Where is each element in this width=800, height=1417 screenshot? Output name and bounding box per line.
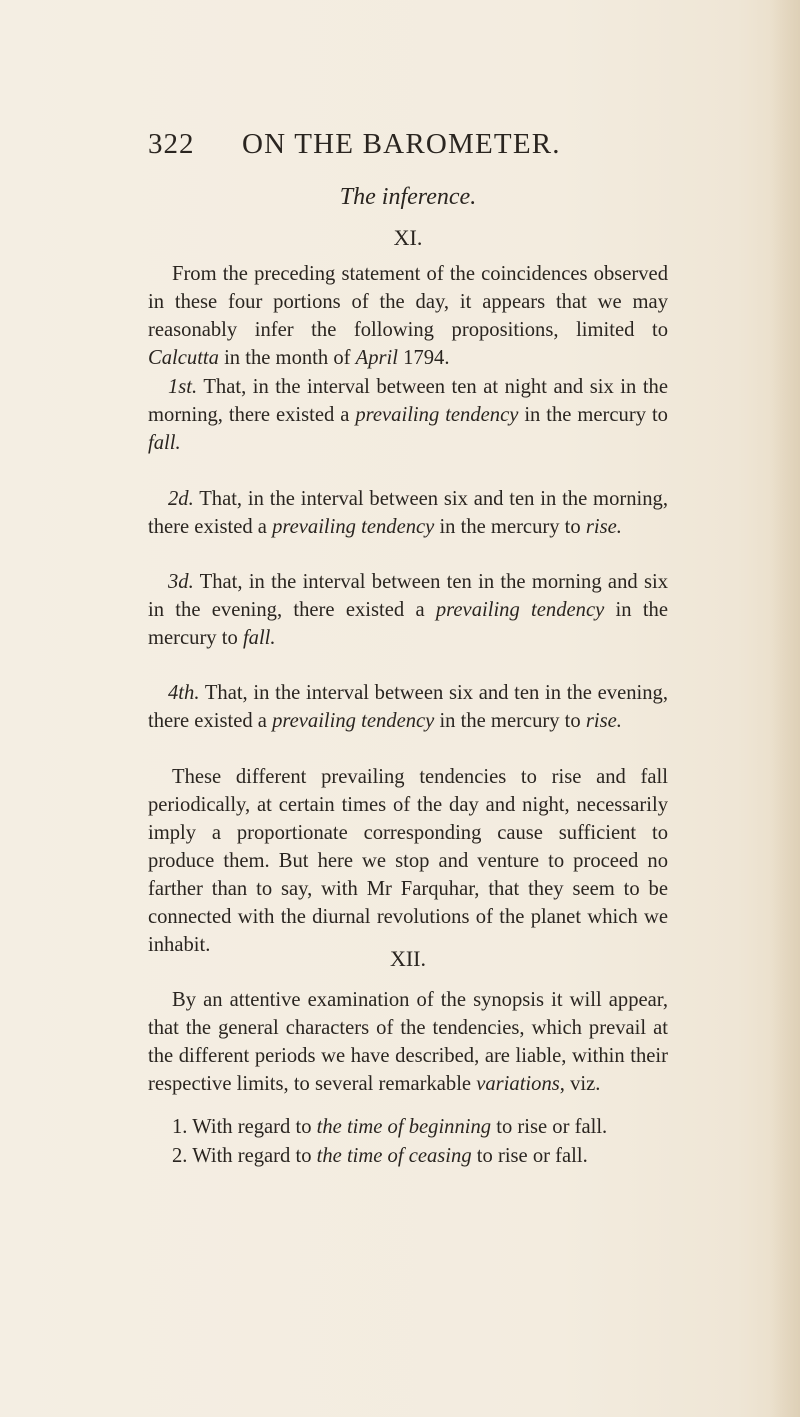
variation-item-1: 1. With regard to the time of beginning to rise or fall. bbox=[172, 1116, 608, 1138]
page-edge-shadow bbox=[770, 0, 800, 1417]
page-number: 322 bbox=[148, 128, 195, 160]
proposition-3: 3d. That, in the interval between ten in the morning and six in the evening, there existed a prevailing tendency in the mercury to fall. bbox=[148, 571, 668, 649]
variation-item-2: 2. With regard to the time of ceasing to rise or fall. bbox=[172, 1145, 588, 1167]
section-numeral-xii: XII. bbox=[389, 946, 427, 971]
section-xii-paragraph: By an attentive examination of the synopsis it will appear, that the general characters of the tendencies, which prevail at the different periods we have described, are liable, within their respective limits, to several remarkable variations, viz. bbox=[148, 989, 668, 1095]
running-head bbox=[148, 128, 600, 164]
conclusion-paragraph: These different prevailing tendencies to rise and fall periodically, at certain times of the day and night, necessarily imply a proportionate corresponding cause sufficient to produce them. But here we stop and venture to proceed no farther than to say, with Mr Farquhar, that they seem to be connected with the diurnal revolutions of the planet which we inhabit. bbox=[148, 766, 668, 956]
running-head-title: ON THE BAROMETER. bbox=[242, 128, 561, 160]
intro-paragraph: From the preceding statement of the coincidences observed in these four portions of the day, it appears that we may reasonably infer the following propositions, limited to Calcutta in the month of April 1794. bbox=[148, 263, 668, 369]
proposition-4: 4th. That, in the interval between six and ten in the evening, there existed a prevailing tendency in the mercury to rise. bbox=[148, 682, 668, 732]
proposition-1: 1st. That, in the interval between ten at night and six in the morning, there existed a prevailing tendency in the mercury to fall. bbox=[148, 376, 668, 454]
section-numeral-xi: XI. bbox=[393, 225, 423, 250]
section-heading-inference: The inference. bbox=[339, 184, 477, 210]
proposition-2: 2d. That, in the interval between six and ten in the morning, there existed a prevailing tendency in the mercury to rise. bbox=[148, 488, 668, 538]
